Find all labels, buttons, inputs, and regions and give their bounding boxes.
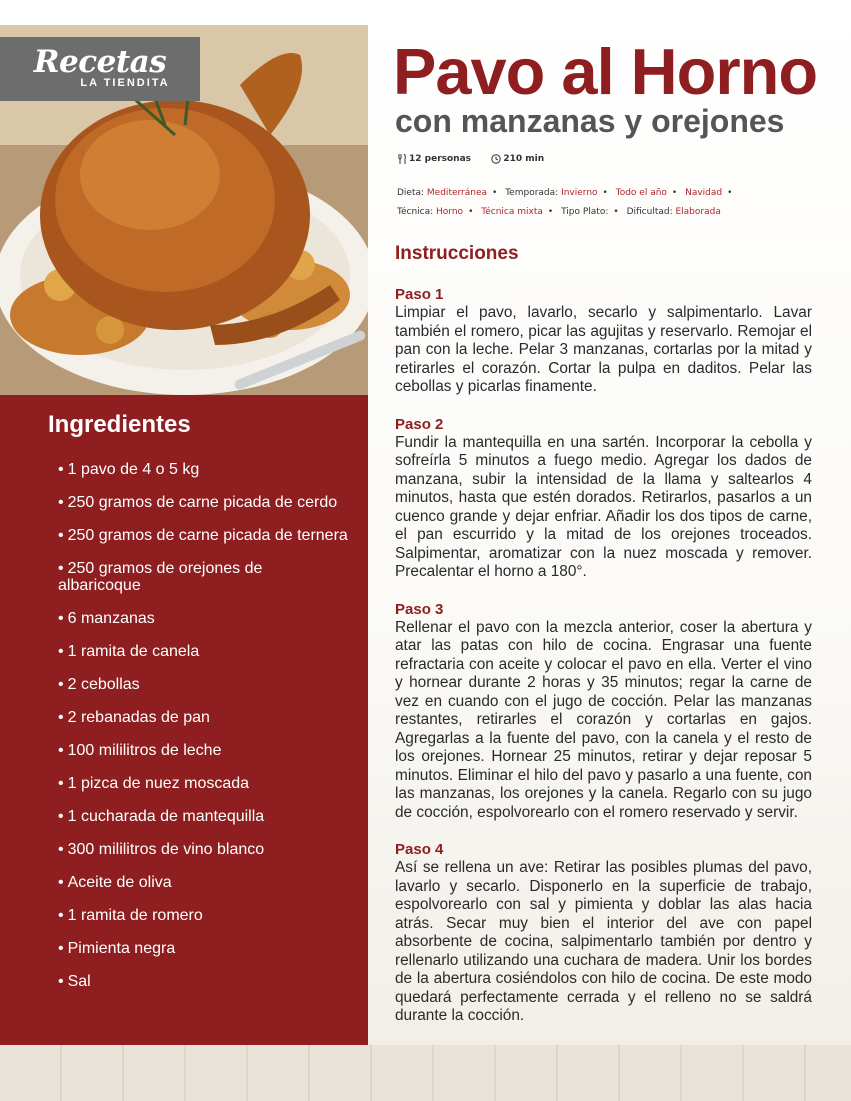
step-label: Paso 4 (395, 841, 444, 858)
ingredients-title: Ingredientes (48, 411, 191, 438)
ingredient-item: • Sal (58, 973, 348, 990)
dificultad-value: Elaborada (675, 207, 721, 217)
ingredient-item: • 1 pizca de nuez moscada (58, 775, 348, 792)
ingredient-item: • 2 rebanadas de pan (58, 709, 348, 726)
step-label: Paso 1 (395, 286, 444, 303)
tipo-plato-label: Tipo Plato: (561, 207, 609, 217)
tecnica-label: Técnica: (397, 207, 434, 217)
top-margin (0, 0, 851, 25)
floor-background (0, 1045, 851, 1101)
ingredient-item: • 1 ramita de romero (58, 907, 348, 924)
dificultad-label: Dificultad: (626, 207, 673, 217)
ingredient-item: • Aceite de oliva (58, 874, 348, 891)
ingredient-item: • 6 manzanas (58, 610, 348, 627)
ingredient-item: • 250 gramos de carne picada de cerdo (58, 494, 348, 511)
temporada-value: Todo el año (615, 188, 667, 198)
tecnica-value: Técnica mixta (481, 207, 543, 217)
step-3 (395, 600, 812, 823)
logo-subtitle: LA TIENDITA (80, 77, 170, 89)
tecnica-value: Horno (436, 207, 464, 217)
recipe-tags: Dieta: Mediterránea • Temporada: Invierno • Todo el año • Navidad • Técnica: Horno • Técnica mixta • Tipo Plato: • Dificultad: Elaborada (397, 188, 733, 217)
ingredient-item: • 250 gramos de orejones de albaricoque (58, 560, 348, 594)
step-4 (395, 840, 812, 1026)
temporada-value: Invierno (561, 188, 598, 198)
step-1 (395, 285, 812, 397)
dieta-value: Mediterránea (426, 188, 488, 198)
servings-text: 12 personas (409, 154, 472, 164)
temporada-label: Temporada: (505, 188, 559, 198)
step-label: Paso 2 (395, 415, 444, 433)
cutlery-icon (397, 154, 407, 164)
ingredient-item: • 100 mililitros de leche (58, 742, 348, 759)
time-text: 210 min (503, 154, 545, 164)
ingredients-panel (0, 395, 368, 1045)
ingredient-item: • 300 mililitros de vino blanco (58, 841, 348, 858)
temporada-value: Navidad (685, 188, 723, 198)
logo-script-text: Recetas (33, 44, 167, 80)
ingredients-list (58, 461, 348, 1006)
ingredient-item: • Pimienta negra (58, 940, 348, 957)
step-2 (395, 415, 812, 582)
recipe-subtitle: con manzanas y orejones (395, 103, 785, 139)
step-text: Así se rellena un ave: Retirar las posibles plumas del pavo, lavarlo y secarlo. Disponerlo en la superficie de trabajo, espolvorearlo con sal y pimienta y doblar las alas hacia atrás. Secar muy bien el interior del ave con papel absorbente de cocina, salpimentarlo también por dentro y rellenarlo utilizando una cuchara de madera. Unir los bordes de la abertura cosiéndolos con hilo de cocina. De este modo quedará perfectamente cerrada y el relleno no se saldrá durante la cocción. (395, 859, 812, 1024)
recipe-title: Pavo al Horno (393, 35, 818, 108)
step-label: Paso 3 (395, 600, 444, 618)
recipe-meta (397, 154, 544, 165)
clock-icon (491, 154, 501, 164)
step-text: Limpiar el pavo, lavarlo, secarlo y salpimentarlo. Lavar también el romero, picar las agujitas y reservarlo. Remojar el pan con la leche. Pelar 3 manzanas, cortarlas por la mitad y retirarles el corazón. Cortar la pulpa en daditos. Pelar las cebollas y picarlas finamente. (395, 304, 812, 395)
step-text: Fundir la mantequilla en una sartén. Incorporar la cebolla y sofreírla 5 minutos a fuego medio. Agregar los dados de manzana, subir la intensidad de la llama y saltearlos 4 minutos, hasta que estén dorados. Retirarlos, pasarlos a un cuenco grande y dejar enfriar. Añadir los dos tipos de carne, el pan escurrido y la mitad de los orejones troceados. Salpimentar, aromatizar con la nuez moscada y remover. Precalentar el horno a 180°. (395, 433, 812, 580)
instructions-steps (395, 285, 812, 1044)
ingredient-item: • 1 ramita de canela (58, 643, 348, 660)
brand-logo (0, 37, 200, 101)
ingredient-item: • 2 cebollas (58, 676, 348, 693)
instructions-title: Instrucciones (395, 243, 519, 264)
step-text: Rellenar el pavo con la mezcla anterior, coser la abertura y atar las patas con hilo de cocina. Engrasar una fuente refractaria con aceite y colocar el pavo en ella. Verter el vino y hornear durante 2 horas y 35 minutos; regar la carne de vez en cuando con el jugo de cocción. Pelar las manzanas restantes, retirarles el corazón y cortarlas en gajos. Agregarlas a la fuente del pavo, con la canela y el resto de los orejones. Hornear 25 minutos, retirar y dejar reposar 5 minutos. Eliminar el hilo del pavo y pasarlo a una fuente, con las manzanas, los orejones y la canela. Regarlo con su jugo de cocción, espolvorearlo con el romero reservado y servir. (395, 618, 812, 821)
ingredient-item: • 1 cucharada de mantequilla (58, 808, 348, 825)
ingredient-item: • 250 gramos de carne picada de ternera (58, 527, 348, 544)
ingredient-item: • 1 pavo de 4 o 5 kg (58, 461, 348, 478)
dieta-label: Dieta: (397, 188, 425, 198)
